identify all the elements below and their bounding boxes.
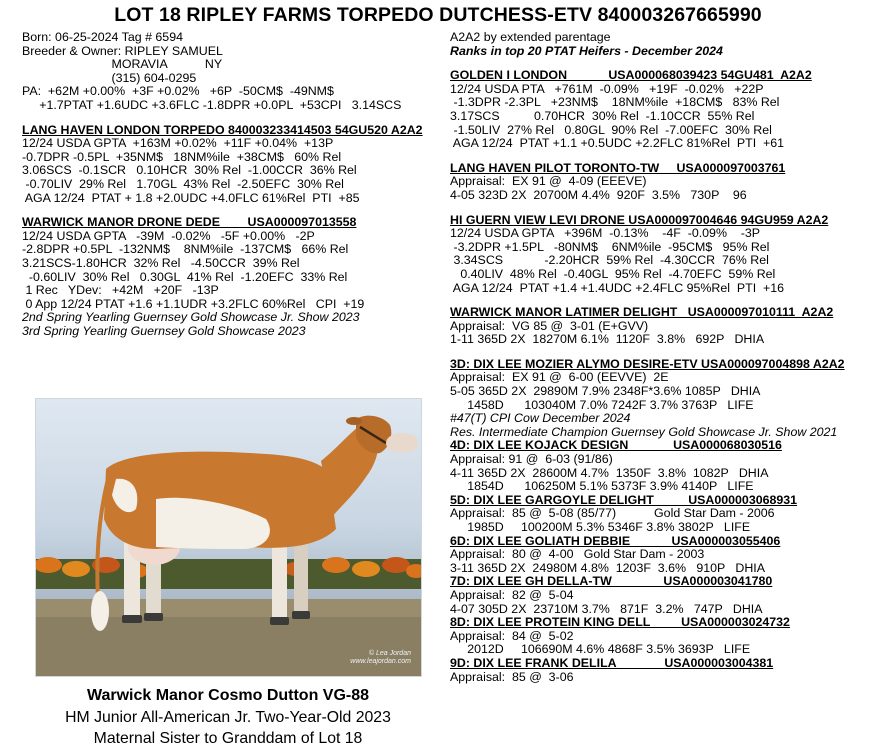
photo-credit-name: © Lea Jordan bbox=[368, 650, 411, 657]
dam-line: -2.8DPR +0.5PL -132NM$ 8NM%ile -137CM$ 66% Rel bbox=[22, 242, 349, 257]
d4-name: 4D: DIX LEE KOJACK DESIGN USA000068030516 bbox=[450, 438, 782, 453]
levi-line: 0.40LIV 48% Rel -0.40GL 95% Rel -4.70EFC 59% Rel bbox=[450, 266, 776, 281]
rank-line: Ranks in top 20 PTAT Heifers - December 2024 bbox=[450, 43, 723, 58]
cow-leg bbox=[294, 535, 308, 615]
handler-hand bbox=[386, 433, 418, 453]
left-column bbox=[22, 31, 442, 338]
sire-line: 3.06SCS -0.1SCR 0.10HCR 30% Rel -1.00CCR 36% Rel bbox=[22, 163, 357, 178]
d4-line: 1854D 106250M 5.1% 5373F 3.9% 4140P LIFE bbox=[450, 479, 754, 494]
photo-credit-url: www.leajordan.com bbox=[350, 658, 411, 665]
d6-name: 6D: DIX LEE GOLIATH DEBBIE USA000003055406 bbox=[450, 533, 781, 548]
dam-name: WARWICK MANOR DRONE DEDE USA000097013558 bbox=[22, 215, 357, 230]
dam-line: -0.60LIV 30% Rel 0.30GL 41% Rel -1.20EFC 33% Rel bbox=[22, 269, 348, 284]
a2-line: A2A2 by extended parentage bbox=[450, 30, 611, 44]
tail-switch bbox=[91, 591, 109, 631]
lot-title: LOT 18 RIPLEY FARMS TORPEDO DUTCHESS-ETV 840003267665990 bbox=[114, 4, 762, 26]
d6-line: Appraisal: 80 @ 4-00 Gold Star Dam - 2003 bbox=[450, 547, 705, 562]
levi-line: -3.2DPR +1.5PL -80NM$ 6NM%ile -95CM$ 95% Rel bbox=[450, 239, 770, 254]
desire-line: Appraisal: EX 91 @ 6-00 (EEVVE) 2E bbox=[450, 370, 669, 385]
desire-line: 5-05 365D 2X 29890M 7.9% 2348F*3.6% 1085P DHIA bbox=[450, 384, 761, 399]
levi-line: AGA 12/24 PTAT +1.4 +1.4UDC +2.4FLC 95%Rel PTI +16 bbox=[450, 280, 785, 295]
d5-name: 5D: DIX LEE GARGOYLE DELIGHT USA000003068931 bbox=[450, 492, 798, 507]
breeder-phone-line: (315) 604-0295 bbox=[22, 70, 197, 85]
levi-name: HI GUERN VIEW LEVI DRONE USA000097004646 94GU959 A2A2 bbox=[450, 212, 829, 227]
photo-caption-award: HM Junior All-American Jr. Two-Year-Old 2023 bbox=[65, 709, 391, 726]
right-column bbox=[450, 31, 870, 684]
mgs-line: 3.17SCS 0.70HCR 30% Rel -1.10CCR 55% Rel bbox=[450, 108, 755, 123]
desire-note: #47(T) CPI Cow December 2024 bbox=[450, 411, 631, 426]
mgs-line: -1.50LIV 27% Rel 0.80GL 90% Rel -7.00EFC 30% Rel bbox=[450, 122, 772, 137]
d7-line: 4-07 305D 2X 23710M 3.7% 871F 3.2% 747P DHIA bbox=[450, 601, 763, 616]
d9-name: 9D: DIX LEE FRANK DELILA USA000003004381 bbox=[450, 655, 774, 670]
d4-line: 4-11 365D 2X 28600M 4.7% 1350F 3.8% 1082P DHIA bbox=[450, 465, 769, 480]
levi-line: 3.34SCS -2.20HCR 59% Rel -4.30CCR 76% Rel bbox=[450, 253, 769, 268]
mgs-line: -1.3DPR -2.3PL +23NM$ 18NM%ile +18CM$ 83% Rel bbox=[450, 95, 780, 110]
desire-line: 1458D 103040M 7.0% 7242F 3.7% 3763P LIFE bbox=[450, 397, 754, 412]
latimer-name: WARWICK MANOR LATIMER DELIGHT USA000097010111 A2A2 bbox=[450, 305, 834, 320]
dam-line: 3.21SCS-1.80HCR 32% Rel -4.50CCR 39% Rel bbox=[22, 255, 300, 270]
cow-photo bbox=[35, 398, 422, 677]
mgs-name: GOLDEN I LONDON USA000068039423 54GU481 A2A2 bbox=[450, 68, 812, 83]
dam-line: 1 Rec YDev: +42M +20F -13P bbox=[22, 283, 219, 298]
sire-line: 12/24 USDA GPTA +163M +0.02% +11F +0.04% +13P bbox=[22, 136, 334, 151]
levi-line: 12/24 USDA GPTA +396M -0.13% -4F -0.09% -3P bbox=[450, 226, 761, 241]
cow-leg bbox=[272, 537, 287, 621]
d7-name: 7D: DIX LEE GH DELLA-TW USA000003041780 bbox=[450, 574, 773, 589]
d5-line: 1985D 100200M 5.3% 5346F 3.8% 3802P LIFE bbox=[450, 520, 751, 534]
photo-caption-relation: Maternal Sister to Granddam of Lot 18 bbox=[93, 730, 363, 747]
pilot-line: 4-05 323D 2X 20700M 4.4% 920F 3.5% 730P 96 bbox=[450, 187, 747, 202]
desire-name: 3D: DIX LEE MOZIER ALYMO DESIRE-ETV USA000097004898 A2A2 bbox=[450, 356, 845, 371]
pa-line-2: +1.7PTAT +1.6UDC +3.6FLC -1.8DPR +0.0PL +53CPI 3.14SCS bbox=[22, 97, 402, 112]
dam-note: 3rd Spring Yearling Guernsey Gold Showcase 2023 bbox=[22, 323, 306, 338]
d9-line: Appraisal: 85 @ 3-06 bbox=[450, 669, 574, 684]
born-line: Born: 06-25-2024 Tag # 6594 bbox=[22, 30, 183, 44]
breeder-town-line: MORAVIA NY bbox=[22, 57, 223, 72]
sire-line: -0.7DPR -0.5PL +35NM$ 18NM%ile +38CM$ 60% Rel bbox=[22, 149, 342, 164]
photo-credit bbox=[350, 650, 411, 666]
mgs-line: AGA 12/24 PTAT +1.1 +0.5UDC +2.2FLC 81%Rel PTI +61 bbox=[450, 136, 785, 151]
d8-line: Appraisal: 84 @ 5-02 bbox=[450, 628, 574, 643]
flower-bed bbox=[36, 557, 421, 589]
d6-line: 3-11 365D 2X 24980M 4.8% 1203F 3.6% 910P DHIA bbox=[450, 560, 766, 575]
d4-line: Appraisal: 91 @ 6-03 (91/86) bbox=[450, 452, 613, 467]
latimer-line: Appraisal: VG 85 @ 3-01 (E+GVV) bbox=[450, 318, 649, 333]
d8-line: 2012D 106690M 4.6% 4868F 3.5% 3693P LIFE bbox=[450, 642, 751, 657]
dam-note: 2nd Spring Yearling Guernsey Gold Showcase Jr. Show 2023 bbox=[22, 310, 360, 325]
dam-line: 0 App 12/24 PTAT +1.6 +1.1UDR +3.2FLC 60%Rel CPI +19 bbox=[22, 296, 365, 311]
pilot-line: Appraisal: EX 91 @ 4-09 (EEEVE) bbox=[450, 174, 647, 189]
pilot-name: LANG HAVEN PILOT TORONTO-TW USA000097003761 bbox=[450, 160, 786, 175]
d8-name: 8D: DIX LEE PROTEIN KING DELL USA000003024732 bbox=[450, 615, 790, 630]
d5-line: Appraisal: 85 @ 5-08 (85/77) Gold Star Dam - 2006 bbox=[450, 506, 775, 521]
photo-caption-name: Warwick Manor Cosmo Dutton VG-88 bbox=[86, 687, 370, 704]
dam-line: 12/24 USDA GPTA -39M -0.02% -5F +0.00% -2P bbox=[22, 228, 315, 243]
mgs-line: 12/24 USDA PTA +761M -0.09% +19F -0.02% +22P bbox=[450, 81, 764, 96]
pa-line-1: PA: +62M +0.00% +3F +0.02% +6P -50CM$ -49NM$ bbox=[22, 84, 334, 99]
sire-line: AGA 12/24 PTAT + 1.8 +2.0UDC +4.0FLC 61%Rel PTI +85 bbox=[22, 190, 360, 205]
sire-name: LANG HAVEN LONDON TORPEDO 840003233414503 54GU520 A2A2 bbox=[22, 122, 423, 137]
breeder-line: Breeder & Owner: RIPLEY SAMUEL bbox=[22, 43, 223, 58]
sire-line: -0.70LIV 29% Rel 1.70GL 43% Rel -2.50EFC 30% Rel bbox=[22, 176, 344, 191]
d7-line: Appraisal: 82 @ 5-04 bbox=[450, 587, 574, 602]
cow-illustration bbox=[36, 399, 421, 676]
latimer-line: 1-11 365D 2X 18270M 6.1% 1120F 3.8% 692P DHIA bbox=[450, 332, 765, 347]
desire-note: Res. Intermediate Champion Guernsey Gold Showcase Jr. Show 2021 bbox=[450, 424, 838, 439]
